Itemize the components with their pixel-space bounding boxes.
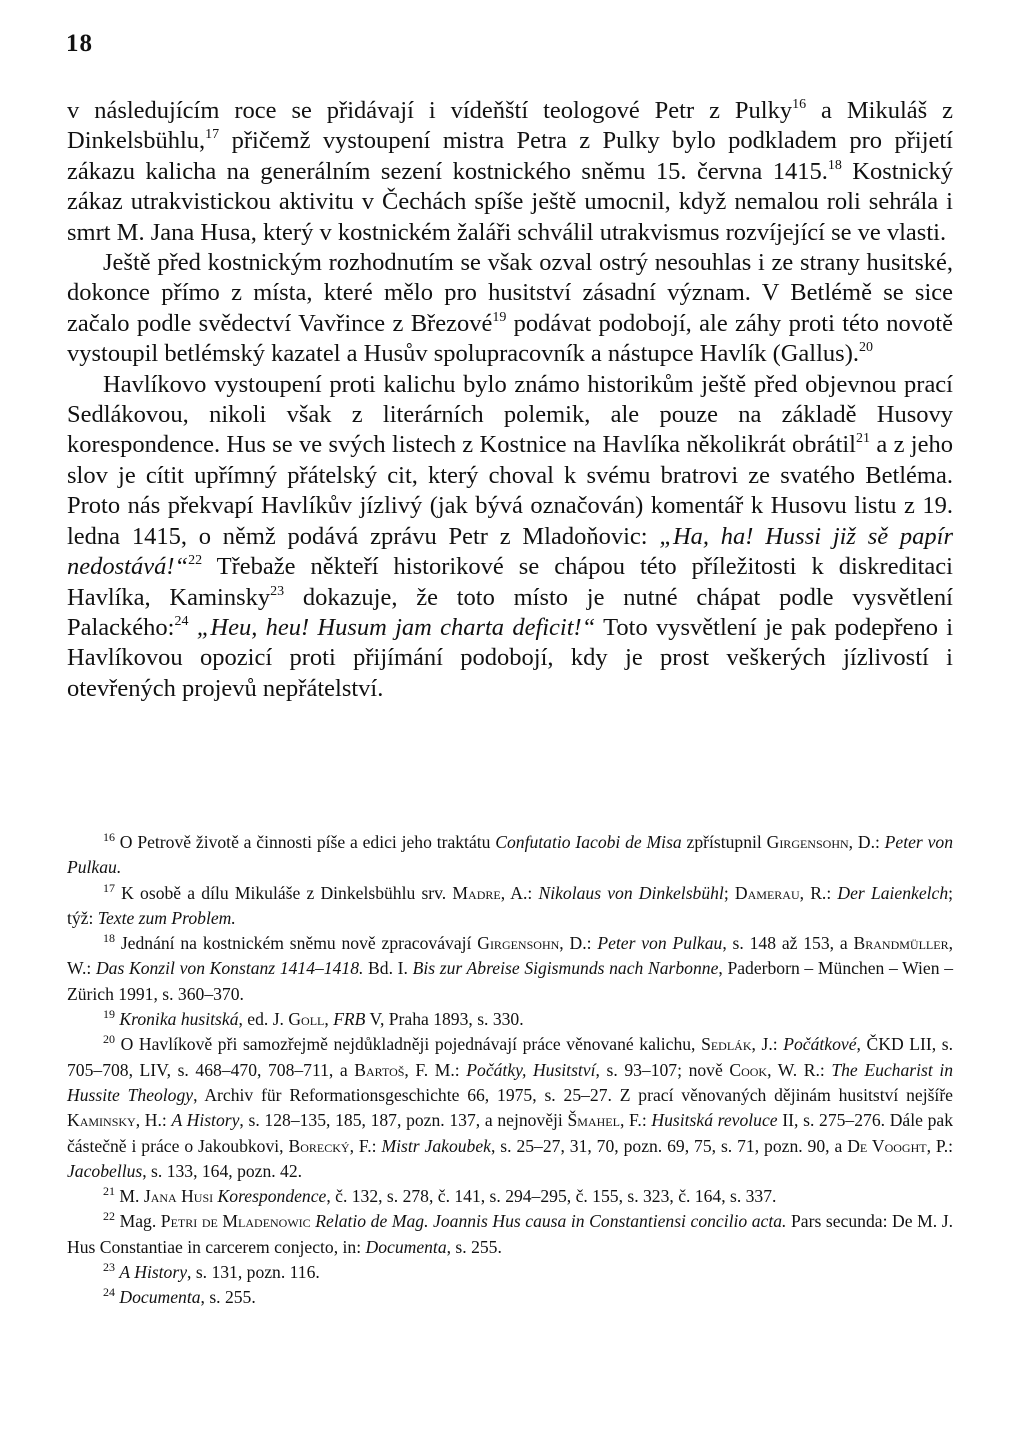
footnote-ref-19[interactable]: 19 [492, 309, 507, 325]
main-text [67, 96, 953, 704]
footnote-ref-21[interactable]: 21 [856, 431, 870, 447]
footnote-ref-20[interactable]: 20 [858, 340, 873, 356]
footnote-ref-23[interactable]: 23 [270, 583, 285, 599]
footnotes [67, 830, 953, 1311]
footnote-ref-16[interactable]: 16 [792, 97, 807, 112]
footnote-24: $^{24}$ Documenta, s. 255. [103, 1285, 256, 1308]
footnote-19: $^{19}$ Kronika husitská, ed. J. Goll, FRB V, Praha 1893, s. 330. [103, 1007, 524, 1030]
footnote-18: $^{18}$ Jednání na kostnickém sněmu nově zpracovávají Girgensohn, D.: Peter von Pulkau, s. 148 až 153, a Brandmüller, W.: Das Konzil von Konstanz 1414–1418. Bd. I. Bis zur Abreise Sigismunds nach Narbonne, Paderborn – München – Wien – Zürich 1991, s. 360–370. [67, 931, 953, 1004]
footnote-ref-22[interactable]: 22 [188, 553, 203, 569]
paragraph-2: Ještě před kostnickým rozhodnutím se však ozval ostrý nesouhlas i ze strany husitské, dokonce přímo z místa, které mělo pro husitství zásadní význam. V Betlémě se sice začalo podle svědectví Vavřince z Březové$^{19}$ podávat podobojí, ale záhy proti této novotě vystoupil betlémský kazatel a Husův spolupracovník a nástupce Havlík (Gallus).$^{20}$ [67, 249, 953, 368]
footnote-20: $^{20}$ O Havlíkově při samozřejmě nejdůkladněji pojednávají práce věnované kalichu, Sedlák, J.: Počátkové, ČKD LII, s. 705–708, LIV, s. 468–470, 708–711, a Bartoš, F. M.: Počátky, Husitství, s. 93–107; nově Cook, W. R.: The Eucharist in Hussite Theology, Archiv für Reformationsgeschichte 66, 1975, s. 25–27. Z prací věnovaných dějinám husitství nejšíře Kaminsky, H.: A History, s. 128–135, 185, 187, pozn. 137, a nejnověji Šmahel, F.: Husitská revoluce II, s. 275–276. Dále pak částečně i práce o Jakoubkovi, Borecký, F.: Mistr Jakoubek, s. 25–27, 31, 70, pozn. 69, 75, s. 71, pozn. 90, a De Vooght, P.: Jacobellus, s. 133, 164, pozn. 42. [67, 1032, 954, 1181]
footnote-23: $^{23}$ A History, s. 131, pozn. 116. [103, 1260, 320, 1283]
footnote-ref-18[interactable]: 18 [827, 157, 842, 173]
page-number: 18 [66, 30, 93, 57]
footnote-16: $^{16}$ O Petrově životě a činnosti píše a edici jeho traktátu Confutatio Iacobi de Misa zpřístupnil Girgensohn, D.: Peter von Pulkau. [67, 830, 953, 878]
quote-palacky: „Heu, heu! Husum jam charta deficit!“ [196, 613, 596, 641]
footnote-21: $^{21}$ M. Jana Husi Korespondence, č. 132, s. 278, č. 141, s. 294–295, č. 155, s. 323, č. 164, s. 337. [103, 1184, 777, 1207]
footnote-17: $^{17}$ K osobě a dílu Mikuláše z Dinkelsbühlu srv. Madre, A.: Nikolaus von Dinkelsbühl; Damerau, R.: Der Laienkelch; týž: Texte zum Problem. [67, 880, 954, 928]
footnote-22: $^{22}$ Mag. Petri de Mladenowic Relatio de Mag. Joannis Hus causa in Constantiensi concilio acta. Pars secunda: De M. J. Hus Constantiae in carcerem conjecto, in: Documenta, s. 255. [67, 1209, 953, 1257]
paragraph-1: v následujícím roce se přidávají i vídeňští teologové Petr z Pulky$^{16}$ a Mikuláš z Dinkelsbühlu,$^{17}$ přičemž vystoupení mistra Petra z Pulky bylo podkladem pro přijetí zákazu kalicha na generálním sezení kostnického sněmu 15. června 1415.18 Kostnický zákaz utrakvistickou aktivitu v Čechách spíše ještě umocnil, když nemalou roli sehrála i smrt M. Jana Husa, který v kostnickém žaláři schválil utrakvismus rozvíjející se ve vlasti. [67, 97, 954, 246]
footnote-ref-17[interactable]: 17 [205, 127, 220, 143]
quote-havlik: „Ha, ha! Hussi již sě papír nedostává!“ [67, 522, 953, 581]
footnote-ref-24[interactable]: 24 [174, 613, 189, 629]
paragraph-3: Havlíkovo vystoupení proti kalichu bylo známo historikům ještě před objevnou prací Sedlákovou, nikoli však z literárních polemik, ale pouze na základě Husovy korespondence. Hus se ve svých listech z Kostnice na Havlíka několikrát obrátil$^{21}$ a z jeho slov je cítit upřímný přátelský cit, který choval k svému bratrovi ze svatého Betléma. Proto nás překvapí Havlíkův jízlivý (jak bývá označován) komentář k Husovu listu z 19. ledna 1415, o němž podává zprávu Petr z Mladoňovic: „Ha, ha! Hussi již sě papír nedostává!“$^{22}$ Třebaže někteří historikové se chápou této příležitosti k diskreditaci Havlíka, Kaminsky$^{23}$ dokazuje, že toto místo je nutné chápat podle vysvětlení Palackého:$^{24}$ „Heu, heu! Husum jam charta deficit!“ Toto vysvětlení je pak podepřeno i Havlíkovou opozicí proti přijímání podobojí, kdy je prost veškerých jízlivostí i otevřených projevů nepřátelství. [67, 370, 954, 702]
